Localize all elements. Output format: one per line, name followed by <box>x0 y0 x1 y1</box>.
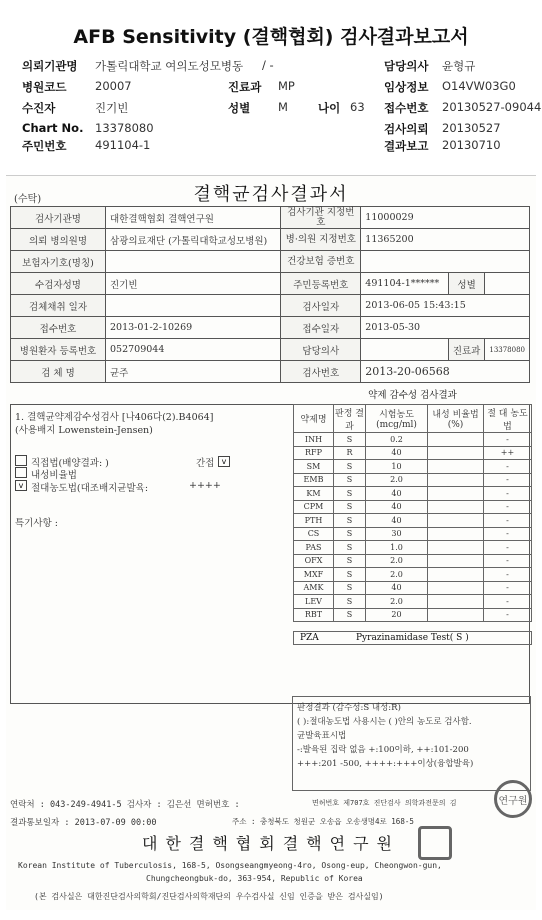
info-label: 의뢰 병의원명 <box>11 229 106 251</box>
dept-label: 진료과 <box>228 80 262 94</box>
drug-cell-res: R <box>334 446 366 460</box>
judge-line: +++:201 -500, ++++:+++이상(융합발육) <box>297 759 474 769</box>
age-value: 63 <box>350 100 365 114</box>
drug-cell-abs: - <box>484 487 532 501</box>
license-line: 면허번호 제707호 진단검사 의학과전문의 김 <box>312 799 457 807</box>
report-title: AFB Sensitivity (결핵협회) 검사결과보고서 <box>73 26 469 48</box>
drug-cell-name: EMB <box>294 473 334 487</box>
drug-row <box>294 514 532 528</box>
info-value: 균주 <box>106 361 281 383</box>
drug-cell-conc: 40 <box>366 581 428 595</box>
scanned-report <box>6 175 536 910</box>
drug-cell-res: S <box>334 595 366 609</box>
drug-cell-res: S <box>334 541 366 555</box>
drug-table <box>293 404 532 622</box>
official-stamp <box>418 826 452 860</box>
drug-row <box>294 500 532 514</box>
clinical-value: O14VW03G0 <box>442 79 516 93</box>
drug-row <box>294 433 532 447</box>
indirect-label: 간접 <box>196 458 215 469</box>
pza-name: PZA <box>300 633 319 643</box>
info-value: 052709044 <box>106 339 281 361</box>
drug-cell-ratio <box>428 473 484 487</box>
request-value: 20130527 <box>442 121 501 135</box>
drug-cell-res: S <box>334 581 366 595</box>
drug-cell-ratio <box>428 460 484 474</box>
absolute-label: 절대농도법(대조배지균발육: <box>31 483 149 494</box>
direct-label: 직접법(배양결과: ) <box>31 458 109 469</box>
info-label: 보험자기호(명칭) <box>11 251 106 273</box>
drug-cell-conc: 40 <box>366 514 428 528</box>
age-label: 나이 <box>318 101 341 115</box>
info-label: 성별 <box>448 273 485 295</box>
info-value: 2013-06-05 15:43:15 <box>361 295 530 317</box>
info-value: 2013-20-06568 <box>361 361 530 383</box>
drug-row <box>294 460 532 474</box>
info-label: 접수번호 <box>11 317 106 339</box>
info-row <box>11 273 530 295</box>
drug-cell-conc: 40 <box>366 487 428 501</box>
drug-cell-name: INH <box>294 433 334 447</box>
info-label: 검사기관명 <box>11 207 106 229</box>
drug-cell-res: S <box>334 487 366 501</box>
info-label: 접수일자 <box>281 317 361 339</box>
org-name: 대한결핵협회결핵연구원 <box>141 834 401 853</box>
patient-label: 수진자 <box>22 101 56 115</box>
doctor-value: 윤형규 <box>442 59 476 73</box>
info-row <box>11 317 530 339</box>
special-label: 특기사항 : <box>15 518 58 529</box>
info-label: 진료과 <box>448 339 485 361</box>
info-label: 검사번호 <box>281 361 361 383</box>
info-table <box>10 206 530 383</box>
address-line: 주소 : 충청북도 청원군 오송읍 오송생명4로 168-5 <box>232 817 414 826</box>
doctor-label: 담당의사 <box>384 59 429 73</box>
judge-line: ( ):절대농도법 사용시는 ( )안의 농도로 검사함. <box>297 717 472 727</box>
clinical-label: 임상정보 <box>384 80 429 94</box>
drug-cell-ratio <box>428 527 484 541</box>
drug-cell-abs: - <box>484 608 532 622</box>
info-label: 검 체 명 <box>11 361 106 383</box>
info-label: 건강보험 증번호 <box>281 251 361 273</box>
drug-cell-conc: 30 <box>366 527 428 541</box>
receipt-value: 20130527-09044 <box>442 100 542 114</box>
patient-value: 진기빈 <box>95 101 129 115</box>
direct-checkbox <box>15 455 27 466</box>
absolute-checkbox: v <box>15 480 27 491</box>
drug-row <box>294 581 532 595</box>
drug-cell-conc: 40 <box>366 446 428 460</box>
method-line-2: (사용배지 Lowenstein-Jensen) <box>15 425 153 436</box>
drug-cell-conc: 2.0 <box>366 595 428 609</box>
drug-cell-ratio <box>428 581 484 595</box>
info-row <box>11 207 530 229</box>
hospital-code-value: 20007 <box>95 79 132 93</box>
drug-table-title: 약제 감수성 검사결과 <box>368 390 457 401</box>
drug-cell-ratio <box>428 446 484 460</box>
info-value: 11365200 <box>361 229 530 251</box>
pza-result: Pyrazinamidase Test( S ) <box>356 633 469 643</box>
drug-cell-res: S <box>334 554 366 568</box>
judge-line: 균발육표시법 <box>297 731 347 741</box>
resist-label: 내성비율법 <box>31 470 77 481</box>
info-value <box>106 295 281 317</box>
drug-cell-abs: - <box>484 460 532 474</box>
official-seal: 연구원 <box>494 780 532 818</box>
resident-value: 491104-1 <box>95 138 151 152</box>
drug-cell-res: S <box>334 500 366 514</box>
drug-cell-conc: 40 <box>366 500 428 514</box>
drug-cell-conc: 2.0 <box>366 473 428 487</box>
drug-cell-ratio <box>428 541 484 555</box>
drug-cell-name: RBT <box>294 608 334 622</box>
drug-cell-name: CS <box>294 527 334 541</box>
drug-cell-ratio <box>428 595 484 609</box>
drug-cell-abs: - <box>484 473 532 487</box>
drug-row <box>294 595 532 609</box>
drug-cell-name: SM <box>294 460 334 474</box>
drug-row <box>294 541 532 555</box>
info-label: 검사기관 지정번호 <box>281 207 361 229</box>
drug-cell-name: KM <box>294 487 334 501</box>
drug-cell-res: S <box>334 514 366 528</box>
info-value <box>485 273 530 295</box>
info-row <box>11 229 530 251</box>
drug-header: 약제명 <box>294 405 334 433</box>
chart-label: Chart No. <box>22 121 84 135</box>
drug-cell-name: AMK <box>294 581 334 595</box>
institution-label: 의뢰기관명 <box>22 59 78 73</box>
info-row <box>11 251 530 273</box>
certification-note: (본 검사실은 대한진단검사의학회/진단검사의학재단의 우수검사실 신임 인증을 받은 검사실임) <box>34 892 384 901</box>
info-label: 담당의사 <box>281 339 361 361</box>
drug-cell-ratio <box>428 500 484 514</box>
resident-label: 주민번호 <box>22 139 67 153</box>
consignment-tag: (수탁) <box>14 194 42 205</box>
chart-value: 13378080 <box>95 121 154 135</box>
drug-cell-ratio <box>428 568 484 582</box>
resist-checkbox <box>15 467 27 478</box>
judgement-legend <box>292 696 531 791</box>
drug-cell-res: S <box>334 460 366 474</box>
info-value <box>361 339 449 361</box>
drug-cell-abs: - <box>484 541 532 555</box>
sex-value: M <box>278 100 288 114</box>
pza-row <box>293 631 532 645</box>
drug-cell-abs: - <box>484 433 532 447</box>
drug-cell-conc: 1.0 <box>366 541 428 555</box>
report-date-line: 결과통보일자 : 2013-07-09 00:00 <box>10 818 157 828</box>
info-value: 13378080 <box>485 339 530 361</box>
info-value <box>361 251 530 273</box>
info-label: 수검자성명 <box>11 273 106 295</box>
sex-label: 성별 <box>228 101 251 115</box>
drug-cell-abs: ++ <box>484 446 532 460</box>
hospital-code-label: 병원코드 <box>22 80 67 94</box>
absolute-value: ++++ <box>189 480 221 491</box>
info-label: 병원환자 등록번호 <box>11 339 106 361</box>
drug-header: 판정 결과 <box>334 405 366 433</box>
drug-cell-abs: - <box>484 500 532 514</box>
drug-cell-conc: 10 <box>366 460 428 474</box>
drug-header-row <box>294 405 532 433</box>
paper-title: 결핵균검사결과서 <box>193 184 349 205</box>
info-label: 병·의원 지정번호 <box>281 229 361 251</box>
indirect-checkbox: v <box>218 456 230 467</box>
drug-cell-res: S <box>334 473 366 487</box>
drug-cell-res: S <box>334 568 366 582</box>
drug-cell-name: RFP <box>294 446 334 460</box>
drug-cell-abs: - <box>484 527 532 541</box>
info-value: 삼광의료재단 (가톨릭대학교성모병원) <box>106 229 281 251</box>
judge-line: -:발육된 집락 없음 +:100이하, ++:101-200 <box>297 745 469 755</box>
receipt-label: 접수번호 <box>384 101 429 115</box>
info-row <box>11 295 530 317</box>
drug-cell-conc: 20 <box>366 608 428 622</box>
drug-header: 내성 비율법(%) <box>428 405 484 433</box>
info-value: 진기빈 <box>106 273 281 295</box>
drug-header: 절 대 농도법 <box>484 405 532 433</box>
drug-cell-abs: - <box>484 581 532 595</box>
info-value: 2013-05-30 <box>361 317 530 339</box>
drug-cell-res: S <box>334 608 366 622</box>
drug-cell-ratio <box>428 514 484 528</box>
drug-cell-abs: - <box>484 514 532 528</box>
drug-cell-name: OFX <box>294 554 334 568</box>
report-value: 20130710 <box>442 138 501 152</box>
drug-cell-abs: - <box>484 554 532 568</box>
info-row <box>11 361 530 383</box>
drug-cell-ratio <box>428 487 484 501</box>
report-label: 결과보고 <box>384 139 429 153</box>
drug-row <box>294 487 532 501</box>
drug-cell-conc: 0.2 <box>366 433 428 447</box>
info-label: 주민등록번호 <box>281 273 361 295</box>
drug-row <box>294 568 532 582</box>
drug-cell-res: S <box>334 527 366 541</box>
org-english-line-1: Korean Institute of Tuberculosis, 168-5, Osongseangmyeong-4ro, Osong-eup, Cheongwon-gun, <box>18 861 442 870</box>
info-label: 검체채취 일자 <box>11 295 106 317</box>
org-english-line-2: Chungcheongbuk-do, 363-954, Republic of Korea <box>146 874 363 883</box>
info-row <box>11 339 530 361</box>
info-value: 11000029 <box>361 207 530 229</box>
drug-row <box>294 554 532 568</box>
institution-code: / - <box>262 58 274 72</box>
info-value: 대한결핵협회 결핵연구원 <box>106 207 281 229</box>
drug-row <box>294 473 532 487</box>
drug-cell-abs: - <box>484 595 532 609</box>
drug-cell-name: MXF <box>294 568 334 582</box>
drug-cell-ratio <box>428 433 484 447</box>
request-label: 검사의뢰 <box>384 122 429 136</box>
drug-cell-ratio <box>428 554 484 568</box>
dept-value: MP <box>278 79 295 93</box>
drug-row <box>294 608 532 622</box>
drug-cell-name: PAS <box>294 541 334 555</box>
drug-cell-name: CPM <box>294 500 334 514</box>
drug-cell-ratio <box>428 608 484 622</box>
info-value: 2013-01-2-10269 <box>106 317 281 339</box>
drug-cell-conc: 2.0 <box>366 568 428 582</box>
info-value <box>106 251 281 273</box>
drug-row <box>294 527 532 541</box>
info-label: 검사일자 <box>281 295 361 317</box>
method-line-1: 1. 결핵균약제감수성검사 [나406다(2).B4064] <box>15 412 214 423</box>
judge-line: 판정결과 (감수성:S 내성:R) <box>297 703 401 713</box>
drug-cell-name: LEV <box>294 595 334 609</box>
drug-cell-abs: - <box>484 568 532 582</box>
drug-header: 시험농도 (mcg/ml) <box>366 405 428 433</box>
drug-cell-res: S <box>334 433 366 447</box>
drug-cell-conc: 2.0 <box>366 554 428 568</box>
drug-cell-name: PTH <box>294 514 334 528</box>
institution-value: 가톨릭대학교 여의도성모병동 <box>95 59 244 73</box>
contact-line: 연락처 : 043-249-4941-5 검사자 : 김은선 면허번호 : <box>10 800 240 810</box>
info-value: 491104-1****** <box>361 273 449 295</box>
drug-row <box>294 446 532 460</box>
result-section <box>10 390 530 704</box>
